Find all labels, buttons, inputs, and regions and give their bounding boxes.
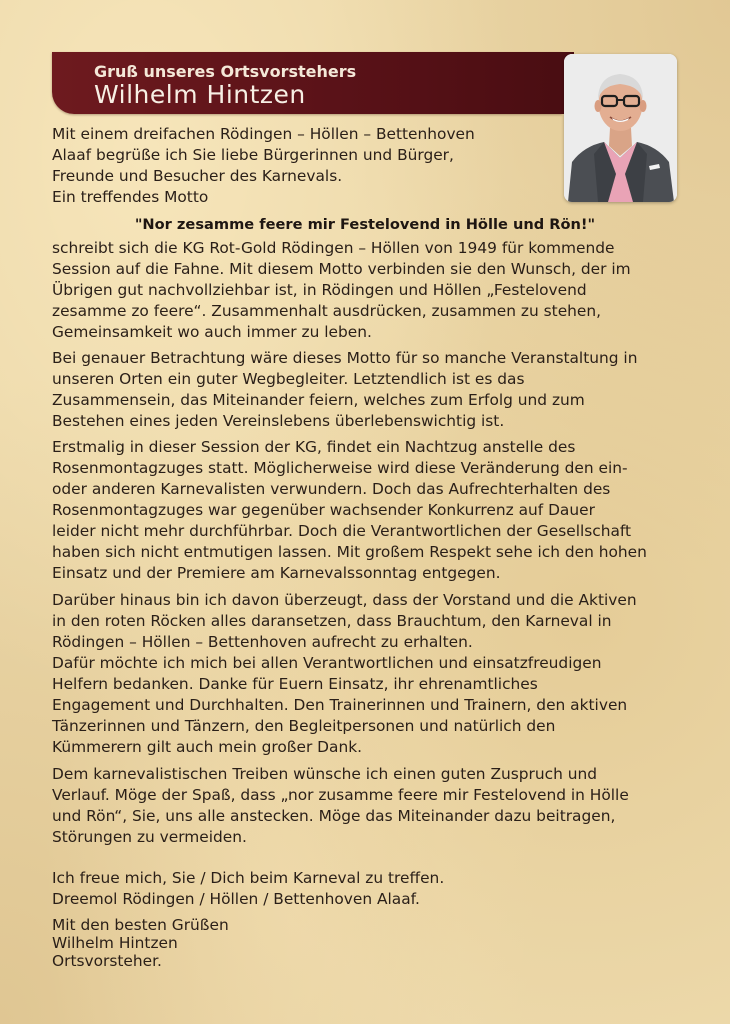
intro-line: Ein treffendes Motto	[52, 188, 209, 206]
header-title: Wilhelm Hintzen	[94, 80, 306, 109]
paragraph-line: haben sich nicht entmutigen lassen. Mit großem Respekt sehe ich den hohen	[52, 543, 647, 561]
paragraph-closing	[52, 868, 692, 910]
paragraph-line: Dreemol Rödingen / Höllen / Bettenhoven Alaaf.	[52, 890, 420, 908]
paragraph-line: Kümmerern gilt auch mein großer Dank.	[52, 738, 363, 756]
signature-line: Ortsvorsteher.	[52, 952, 162, 970]
paragraph-line: in den roten Röcken alles daransetzen, dass Brauchtum, den Karneval in	[52, 612, 612, 630]
paragraph-line: Gemeinsamkeit wo auch immer zu leben.	[52, 323, 372, 341]
paragraph-line: Übrigen gut nachvollziehbar ist, in Rödingen und Höllen „Festelovend	[52, 281, 587, 299]
paragraph-line: Ich freue mich, Sie / Dich beim Karneval zu treffen.	[52, 869, 445, 887]
paragraph-line: Einsatz und der Premiere am Karnevalssonntag entgegen.	[52, 564, 501, 582]
paragraph-line: Erstmalig in dieser Session der KG, findet ein Nachtzug anstelle des	[52, 438, 576, 456]
paragraph-line: Rosenmontagzuges war gegenüber wachsender Konkurrenz auf Dauer	[52, 501, 595, 519]
paragraph-line: Engagement und Durchhalten. Den Trainerinnen und Trainern, den aktiven	[52, 696, 628, 714]
paragraph-thanks	[52, 590, 692, 758]
paragraph-line: und Rön“, Sie, uns alle anstecken. Möge das Miteinander dazu beitragen,	[52, 807, 616, 825]
paragraph-line: Verlauf. Möge der Spaß, dass „nor zusamme feere mir Festelovend in Hölle	[52, 786, 629, 804]
motto-quote: "Nor zesamme feere mir Festelovend in Hölle und Rön!"	[134, 216, 596, 233]
signature-block	[52, 916, 692, 970]
signature-line: Wilhelm Hintzen	[52, 934, 178, 952]
paragraph-line: Bei genauer Betrachtung wäre dieses Motto für so manche Veranstaltung in	[52, 349, 638, 367]
intro-line: Alaaf begrüße ich Sie liebe Bürgerinnen und Bürger,	[52, 146, 454, 164]
paragraph-line: leider nicht mehr durchführbar. Doch die Verantwortlichen der Gesellschaft	[52, 522, 632, 540]
intro-line: Freunde und Besucher des Karnevals.	[52, 167, 343, 185]
intro-line: Mit einem dreifachen Rödingen – Höllen – Bettenhoven	[52, 125, 475, 143]
paragraph-line: Tänzerinnen und Tänzern, den Begleitpersonen und natürlich den	[52, 717, 556, 735]
header-banner	[52, 52, 562, 114]
paragraph-togetherness	[52, 348, 692, 432]
paragraph-line: Helfern bedanken. Danke für Euern Einsatz, ihr ehrenamtliches	[52, 675, 538, 693]
paragraph-line: Session auf die Fahne. Mit diesem Motto verbinden sie den Wunsch, der im	[52, 260, 631, 278]
paragraph-line: unseren Orten ein guter Wegbegleiter. Letztendlich ist es das	[52, 370, 525, 388]
paragraph-line: Dafür möchte ich mich bei allen Verantwortlichen und einsatzfreudigen	[52, 654, 602, 672]
paragraph-line: Bestehen eines jeden Vereinslebens überlebenswichtig ist.	[52, 412, 505, 430]
paragraph-line: Dem karnevalistischen Treiben wünsche ich einen guten Zuspruch und	[52, 765, 598, 783]
paragraph-wishes	[52, 764, 692, 848]
paragraph-line: Rosenmontagzuges statt. Möglicherweise wird diese Veränderung den ein-	[52, 459, 628, 477]
paragraph-line: Rödingen – Höllen – Bettenhoven aufrecht zu erhalten.	[52, 633, 473, 651]
paragraph-line: zesamme zo feere“. Zusammenhalt ausdrücken, zusammen zu stehen,	[52, 302, 602, 320]
paragraph-line: Zusammensein, das Miteinander feiern, welches zum Erfolg und zum	[52, 391, 585, 409]
paragraph-line: schreibt sich die KG Rot-Gold Rödingen – Höllen von 1949 für kommende	[52, 239, 615, 257]
paragraph-line: Störungen zu vermeiden.	[52, 828, 247, 846]
paragraph-line: Darüber hinaus bin ich davon überzeugt, dass der Vorstand und die Aktiven	[52, 591, 637, 609]
paragraph-night-parade	[52, 437, 692, 584]
paragraph-motto-explanation	[52, 238, 692, 343]
header-subtitle: Gruß unseres Ortsvorstehers	[94, 62, 357, 81]
signature-line: Mit den besten Grüßen	[52, 916, 229, 934]
intro-paragraph	[52, 124, 692, 208]
paragraph-line: oder anderen Karnevalisten verwundern. Doch das Aufrechterhalten des	[52, 480, 611, 498]
